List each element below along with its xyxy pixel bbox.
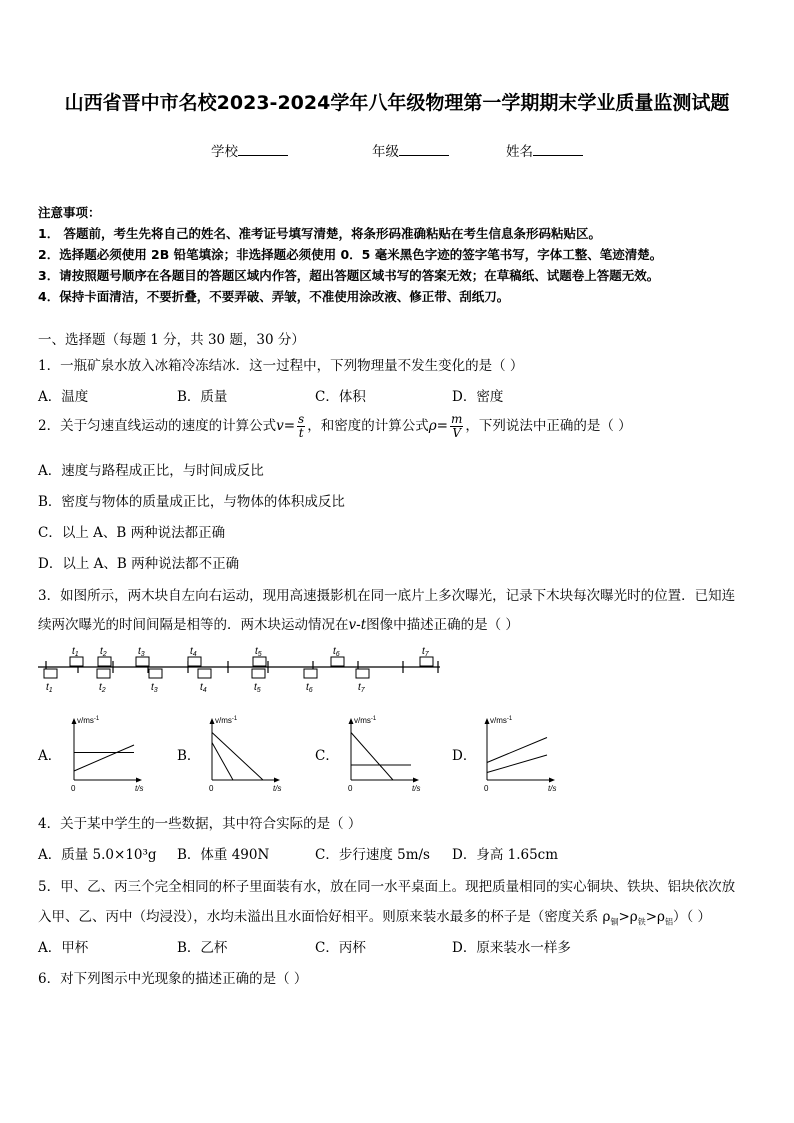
q2-option-d[interactable]: D．以上 A、B 两种说法都不正确 (38, 556, 240, 572)
vt-graph-b (198, 712, 298, 794)
q5-option-d[interactable]: D．原来装水一样多 (452, 940, 571, 956)
y-arrow (485, 718, 490, 724)
y-axis-label: $v/ms^{-1}$ (215, 716, 238, 725)
q5-text: ）（ ） (672, 909, 712, 925)
name-field (506, 140, 583, 160)
top-block-label: $t_1$ (72, 646, 79, 658)
q5-text: 入甲、乙、丙中（均浸没），水均未溢出且水面恰好相平。则原来装水最多的杯子是（密度关系 ρ (38, 909, 611, 925)
section-heading: 一、选择题（每题 1 分，共 30 题，30 分） (38, 332, 305, 348)
note-item: 4．保持卡面清洁，不要折叠，不要弄破、弄皱，不准使用涂改液、修正带、刮纸刀。 (38, 289, 510, 304)
sub-copper: 铜 (610, 917, 619, 927)
q1-option-a[interactable]: A．温度 (38, 389, 89, 405)
bottom-block (356, 669, 369, 678)
top-block-label: $t_4$ (190, 646, 197, 658)
grade-field (372, 140, 449, 160)
vt-graph-a (60, 712, 160, 794)
x-axis-label: t/s (135, 784, 144, 793)
q4-option-d[interactable]: D．身高 1.65cm (452, 847, 559, 863)
y-arrow (72, 718, 77, 724)
exposure-diagram (38, 642, 448, 694)
bottom-block-label: $t_3$ (151, 682, 158, 694)
bottom-block (198, 669, 211, 678)
bottom-block (44, 669, 57, 678)
frac-numerator: s (298, 412, 305, 426)
y-axis-label: $v/ms^{-1}$ (77, 716, 100, 725)
q5-option-a[interactable]: A．甲杯 (38, 940, 89, 956)
bottom-block (252, 669, 265, 678)
bottom-block (304, 669, 317, 678)
top-block-label: $t_2$ (100, 646, 107, 658)
formula-equals: = (283, 418, 296, 434)
formula-v: v (276, 418, 284, 434)
note-item: 3．请按照题号顺序在各题目的答题区域内作答，超出答题区域书写的答案无效；在草稿纸、试题卷上答题无效。 (38, 268, 660, 283)
top-blocks (70, 646, 433, 666)
y-axis-label: $v/ms^{-1}$ (490, 716, 513, 725)
q4-option-b[interactable]: B．体重 490N (177, 847, 270, 863)
school-blank[interactable] (238, 143, 288, 156)
y-arrow (210, 718, 215, 724)
q2-stem-part: ，下列说法中正确的是（ ） (465, 418, 632, 434)
q2-option-c[interactable]: C．以上 A、B 两种说法都正确 (38, 525, 226, 541)
school-label: 学校 (211, 144, 238, 160)
q1-option-c[interactable]: C．体积 (315, 389, 366, 405)
q4-option-a[interactable]: A．质量 5.0×10³g (38, 847, 157, 863)
name-label: 姓名 (506, 144, 533, 160)
top-block-label: $t_6$ (333, 646, 340, 658)
grade-blank[interactable] (399, 143, 449, 156)
note-item: 1． 答题前，考生先将自己的姓名、准考证号填写清楚，将条形码准确粘贴在考生信息条形码粘贴区。 (38, 226, 602, 241)
top-block (70, 657, 83, 666)
q3-text: 续两次曝光的时间间隔是相等的．两木块运动情况在 (38, 617, 349, 633)
q5-option-b[interactable]: B．乙杯 (177, 940, 228, 956)
question-6-stem: 6．对下列图示中光现象的描述正确的是（ ） (38, 971, 308, 987)
bottom-block-label: $t_1$ (46, 682, 53, 694)
q1-option-b[interactable]: B．质量 (177, 389, 228, 405)
bottom-block-label: $t_6$ (306, 682, 313, 694)
vt-line (487, 755, 547, 773)
x-arrow (549, 778, 555, 783)
top-block (188, 657, 201, 666)
q5-option-c[interactable]: C．丙杯 (315, 940, 366, 956)
vt-graph-c (337, 712, 437, 794)
top-block (98, 657, 111, 666)
top-block-label: $t_7$ (422, 646, 429, 658)
top-block (420, 657, 433, 666)
vt-line (351, 733, 393, 781)
page-title: 山西省晋中市名校2023-2024学年八年级物理第一学期期末学业质量监测试题 (64, 92, 730, 114)
y-axis-label: $v/ms^{-1}$ (354, 716, 377, 725)
q3-option-a[interactable]: A． (38, 748, 62, 764)
q3-vt: v-t (348, 617, 367, 633)
vt-line (74, 745, 134, 771)
fraction-m-over-v (450, 413, 463, 440)
frac-numerator: m (450, 412, 463, 426)
question-4-stem: 4．关于某中学生的一些数据，其中符合实际的是（ ） (38, 816, 362, 832)
question-5-line2 (38, 905, 711, 928)
vt-line (487, 738, 547, 763)
bottom-block-label: $t_4$ (200, 682, 207, 694)
origin-label: 0 (484, 784, 489, 793)
q3-option-c[interactable]: C． (315, 748, 339, 764)
top-block (331, 657, 344, 666)
question-1-stem: 1．一瓶矿泉水放入冰箱冷冻结冰．这一过程中，下列物理量不发生变化的是（ ） (38, 358, 524, 374)
q2-stem-part: 2．关于匀速直线运动的速度的计算公式 (38, 418, 277, 434)
bottom-blocks (44, 669, 369, 694)
x-axis-label: t/s (273, 784, 282, 793)
x-arrow (274, 778, 280, 783)
top-block (253, 657, 266, 666)
question-3-line2 (38, 613, 519, 633)
sub-iron: 铁 (637, 917, 646, 927)
notes-heading: 注意事项： (38, 205, 101, 220)
q5-text: >ρ (645, 909, 665, 925)
top-block-label: $t_3$ (138, 646, 145, 658)
bottom-block-label: $t_7$ (358, 682, 365, 694)
q2-option-b[interactable]: B．密度与物体的质量成正比，与物体的体积成反比 (38, 494, 345, 510)
q2-option-a[interactable]: A．速度与路程成正比，与时间成反比 (38, 463, 264, 479)
y-arrow (349, 718, 354, 724)
origin-label: 0 (348, 784, 353, 793)
q3-option-d[interactable]: D． (452, 748, 477, 764)
vt-line (212, 743, 233, 781)
q4-option-c[interactable]: C．步行速度 5m/s (315, 847, 430, 863)
grade-label: 年级 (372, 144, 399, 160)
school-field (211, 140, 288, 160)
top-block (136, 657, 149, 666)
q5-text: >ρ (618, 909, 638, 925)
bottom-block-label: $t_5$ (254, 682, 261, 694)
note-item: 2．选择题必须使用 2B 铅笔填涂；非选择题必须使用 0．5 毫米黑色字迹的签字笔书写，字体工整、笔迹清楚。 (38, 247, 663, 262)
x-arrow (413, 778, 419, 783)
formula-equals: = (436, 418, 448, 434)
x-axis-label: t/s (548, 784, 557, 793)
sub-aluminum: 铝 (664, 917, 673, 927)
vt-graph-d (473, 712, 573, 794)
q2-stem-part: ，和密度的计算公式 (307, 418, 429, 434)
bottom-block (149, 669, 162, 678)
origin-label: 0 (71, 784, 76, 793)
question-2-stem (38, 413, 632, 440)
origin-label: 0 (209, 784, 214, 793)
question-3-line1: 3．如图所示，两木块自左向右运动，现用高速摄影机在同一底片上多次曝光，记录下木块每次曝光时的位置．已知连 (38, 588, 736, 604)
formula-rho: ρ (428, 418, 437, 434)
name-blank[interactable] (533, 143, 583, 156)
q3-text: 图像中描述正确的是（ ） (366, 617, 519, 633)
top-block-label: $t_5$ (255, 646, 262, 658)
x-axis-label: t/s (412, 784, 421, 793)
bottom-block (97, 669, 110, 678)
x-arrow (136, 778, 142, 783)
frac-denominator: V (452, 426, 461, 440)
q1-option-d[interactable]: D．密度 (452, 389, 504, 405)
frac-denominator: t (298, 426, 304, 440)
question-5-line1: 5．甲、乙、丙三个完全相同的杯子里面装有水，放在同一水平桌面上。现把质量相同的实心铜块、铁块、铝块依次放 (38, 879, 736, 895)
q3-option-b[interactable]: B． (177, 748, 201, 764)
fraction-s-over-t (297, 413, 305, 440)
bottom-block-label: $t_2$ (99, 682, 106, 694)
